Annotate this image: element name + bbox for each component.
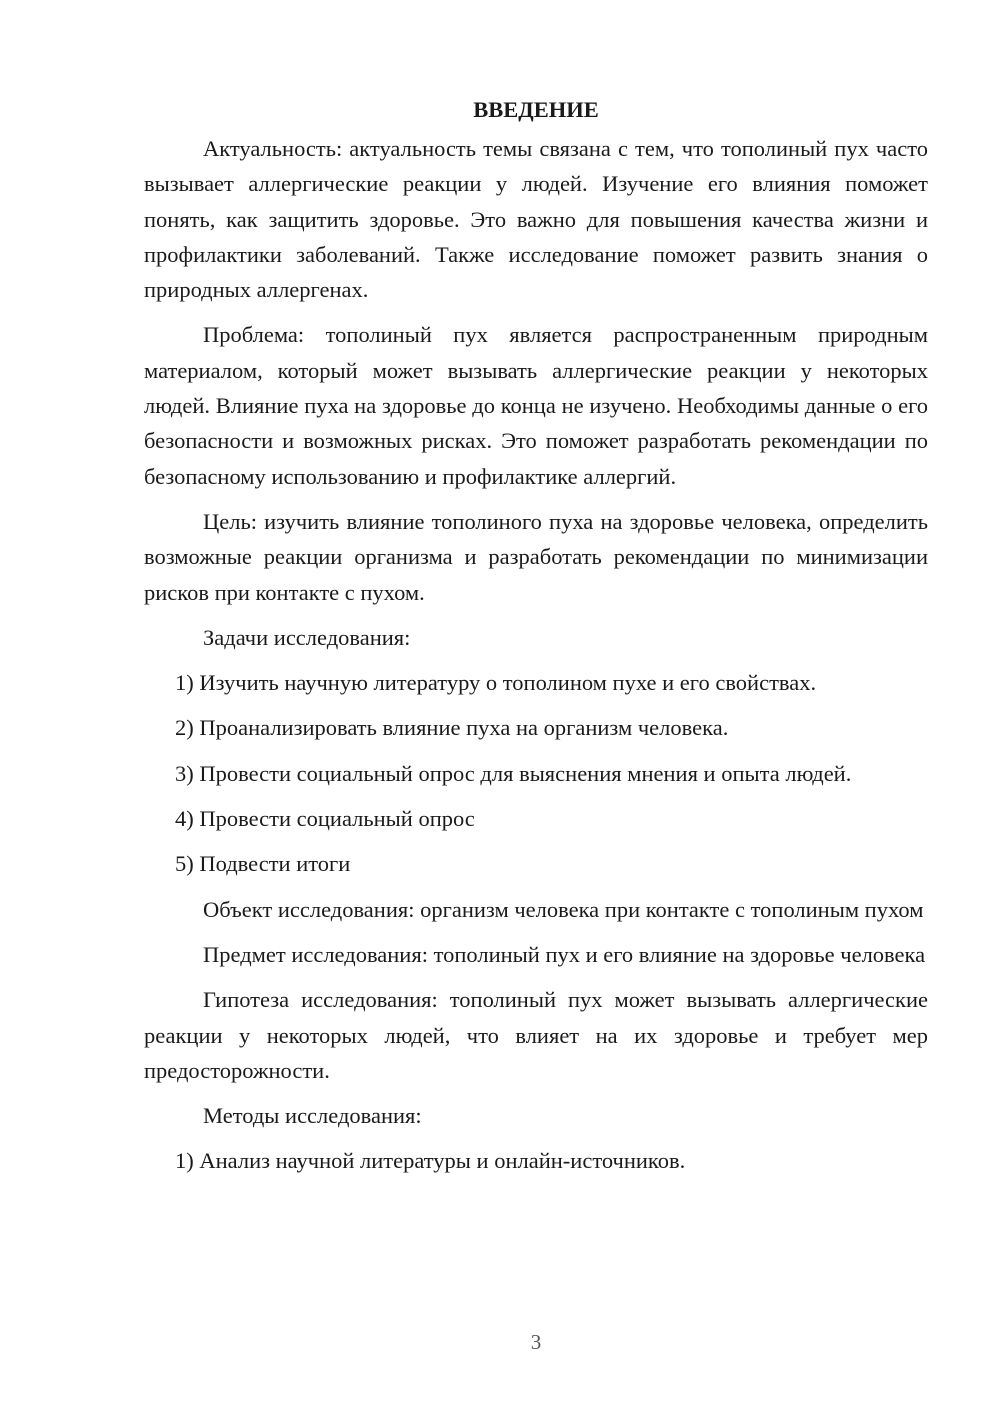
object-paragraph: Объект исследования: организм человека при контакте с тополиным пухом xyxy=(203,896,924,922)
tasks-heading: Задачи исследования: xyxy=(203,624,411,650)
list-item: 1) Изучить научную литературу о тополином пухе и его свойствах. xyxy=(175,670,817,696)
page-number: 3 xyxy=(530,1330,542,1354)
hypothesis-paragraph: Гипотеза исследования: тополиный пух может вызывать аллергические реакции у некоторых людей, что влияет на их здоровье и требует мер предосторожности. xyxy=(144,987,928,1083)
subject-paragraph: Предмет исследования: тополиный пух и его влияние на здоровье человека xyxy=(203,941,926,967)
goal-paragraph: Цель: изучить влияние тополиного пуха на здоровье человека, определить возможные реакции организма и разработать рекомендации по минимизации рисков при контакте с пухом. xyxy=(144,508,928,605)
relevance-paragraph: Актуальность: актуальность темы связана с тем, что тополиный пух часто вызывает аллергические реакции у людей. Изучение его влияния поможет понять, как защитить здоровье. Это важно для повышения качества жизни и профилактики заболеваний. Также исследование поможет развить знания о природных аллергенах. xyxy=(144,136,928,303)
list-item: 4) Провести социальный опрос xyxy=(175,806,475,832)
problem-paragraph: Проблема: тополиный пух является распространенным природным материалом, который может вызывать аллергические реакции у некоторых людей. Влияние пуха на здоровье до конца не изучено. Необходимы данные о его безопасности и возможных рисках. Это поможет разработать рекомендации по безопасному использованию и профилактике аллергий. xyxy=(144,322,928,489)
tasks-list xyxy=(144,665,928,881)
list-item: 3) Провести социальный опрос для выяснения мнения и опыта людей. xyxy=(175,760,852,786)
list-item: 5) Подвести итоги xyxy=(175,851,351,877)
page-title: ВВЕДЕНИЕ xyxy=(473,97,599,122)
methods-heading: Методы исследования: xyxy=(203,1103,422,1129)
list-item: 2) Проанализировать влияние пуха на организм человека. xyxy=(175,715,729,741)
list-item: 1) Анализ научной литературы и онлайн-источников. xyxy=(175,1148,686,1174)
methods-list xyxy=(144,1143,928,1178)
document-page xyxy=(144,92,928,1189)
